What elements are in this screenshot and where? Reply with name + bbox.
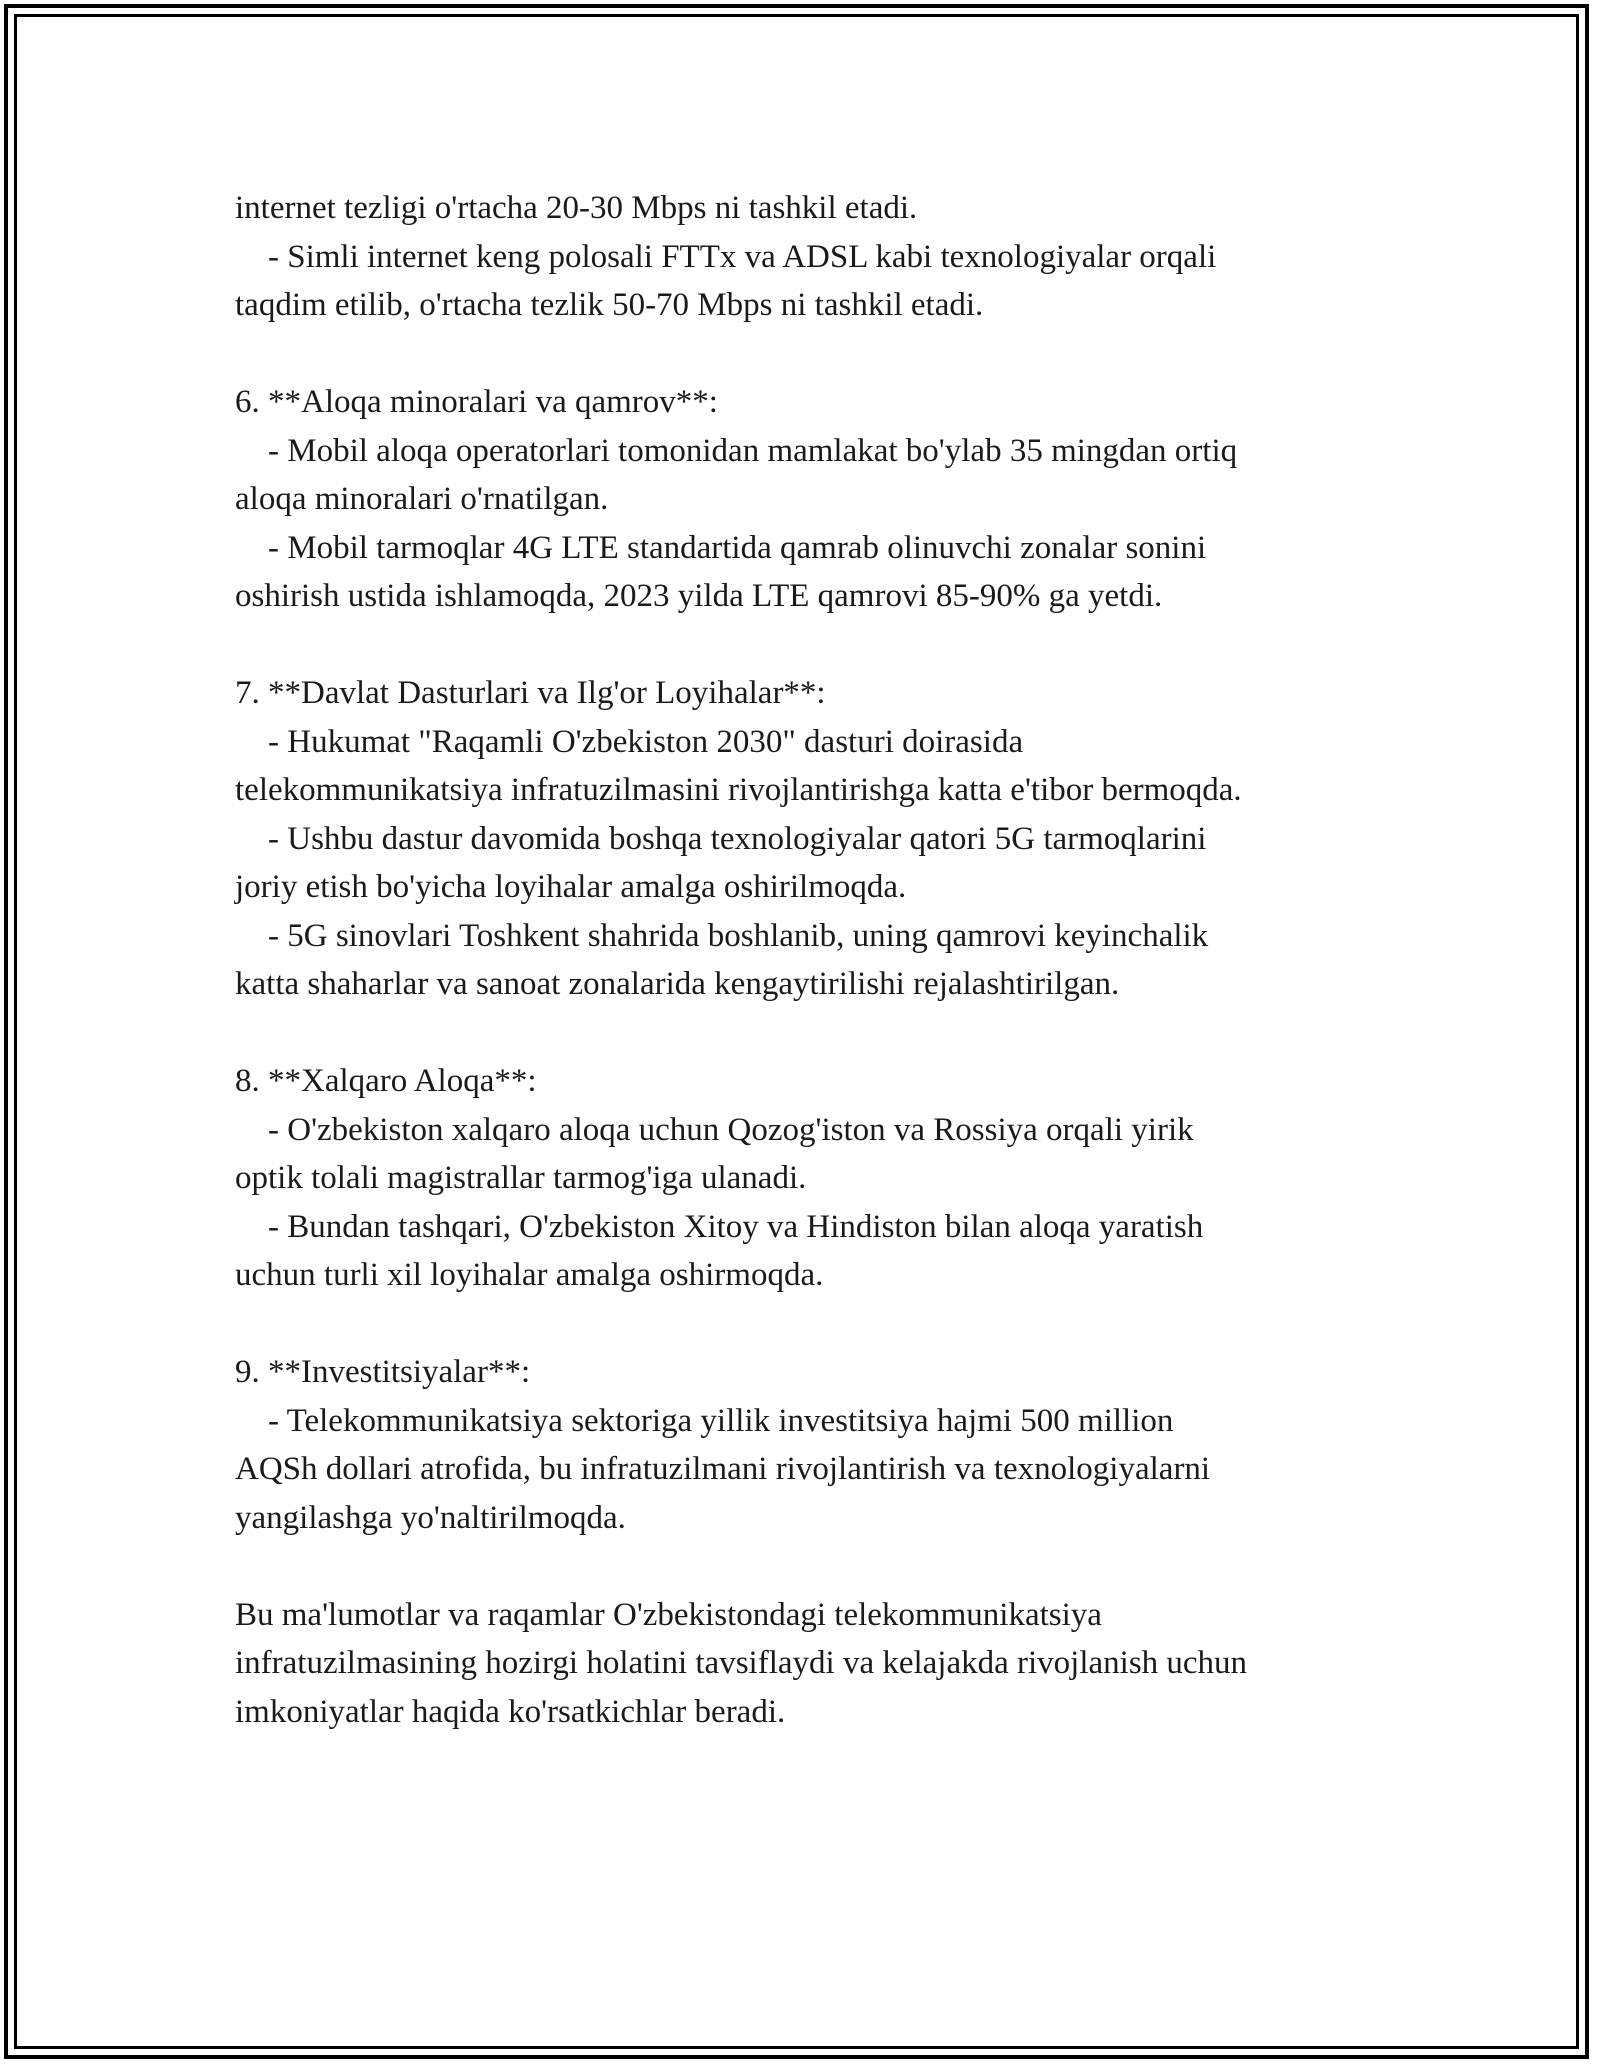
paragraph-gap: [235, 330, 1375, 379]
paragraph-gap: [235, 1009, 1375, 1058]
text-line: - Ushbu dastur davomida boshqa texnologiyalar qatori 5G tarmoqlarini: [235, 820, 1207, 857]
text-line: yangilashga yo'naltirilmoqda.: [235, 1499, 626, 1536]
text-line: AQSh dollari atrofida, bu infratuzilmani rivojlantirish va texnologiyalarni: [235, 1451, 1211, 1487]
text-line: aloqa minoralari o'rnatilgan.: [235, 481, 609, 517]
text-line: uchun turli xil loyihalar amalga oshirmoqda.: [235, 1257, 824, 1293]
text-line: infratuzilmasining hozirgi holatini tavsiflaydi va kelajakda rivojlanish uchun: [235, 1645, 1248, 1681]
text-line: 9. **Investitsiyalar**:: [235, 1354, 531, 1390]
text-line: oshirish ustida ishlamoqda, 2023 yilda LTE qamrovi 85-90% ga yetdi.: [235, 578, 1163, 614]
text-line: joriy etish bo'yicha loyihalar amalga oshirilmoqda.: [235, 869, 907, 905]
document-body: [235, 184, 1375, 1736]
text-line: taqdim etilib, o'rtacha tezlik 50-70 Mbps ni tashkil etadi.: [235, 287, 984, 323]
text-line: 7. **Davlat Dasturlari va Ilg'or Loyihalar**:: [235, 675, 826, 711]
text-line: - Mobil tarmoqlar 4G LTE standartida qamrab olinuvchi zonalar sonini: [235, 529, 1207, 566]
text-line: - 5G sinovlari Toshkent shahrida boshlanib, uning qamrovi keyinchalik: [235, 917, 1209, 954]
text-line: - Hukumat "Raqamli O'zbekiston 2030" dasturi doirasida: [235, 723, 1024, 760]
text-line: Bu ma'lumotlar va raqamlar O'zbekistondagi telekommunikatsiya: [235, 1596, 1102, 1633]
text-line: internet tezligi o'rtacha 20-30 Mbps ni tashkil etadi.: [235, 190, 918, 226]
text-line: - Bundan tashqari, O'zbekiston Xitoy va Hindiston bilan aloqa yaratish: [235, 1208, 1204, 1245]
text-line: telekommunikatsiya infratuzilmasini rivojlantirishga katta e'tibor bermoqda.: [235, 772, 1242, 808]
paragraph-gap: [235, 1542, 1375, 1591]
text-line: 6. **Aloqa minoralari va qamrov**:: [235, 384, 718, 420]
text-line: 8. **Xalqaro Aloqa**:: [235, 1063, 537, 1099]
paragraph-gap: [235, 1300, 1375, 1349]
text-line: katta shaharlar va sanoat zonalarida kengaytirilishi rejalashtirilgan.: [235, 966, 1120, 1002]
text-line: - Telekommunikatsiya sektoriga yillik investitsiya hajmi 500 million: [235, 1402, 1174, 1439]
text-line: - Mobil aloqa operatorlari tomonidan mamlakat bo'ylab 35 mingdan ortiq: [235, 432, 1238, 469]
paragraph-gap: [235, 621, 1375, 670]
text-line: - O'zbekiston xalqaro aloqa uchun Qozog'iston va Rossiya orqali yirik: [235, 1111, 1194, 1148]
text-line: optik tolali magistrallar tarmog'iga ulanadi.: [235, 1160, 807, 1196]
text-line: - Simli internet keng polosali FTTx va ADSL kabi texnologiyalar orqali: [235, 238, 1217, 275]
text-line: imkoniyatlar haqida ko'rsatkichlar beradi.: [235, 1693, 786, 1730]
